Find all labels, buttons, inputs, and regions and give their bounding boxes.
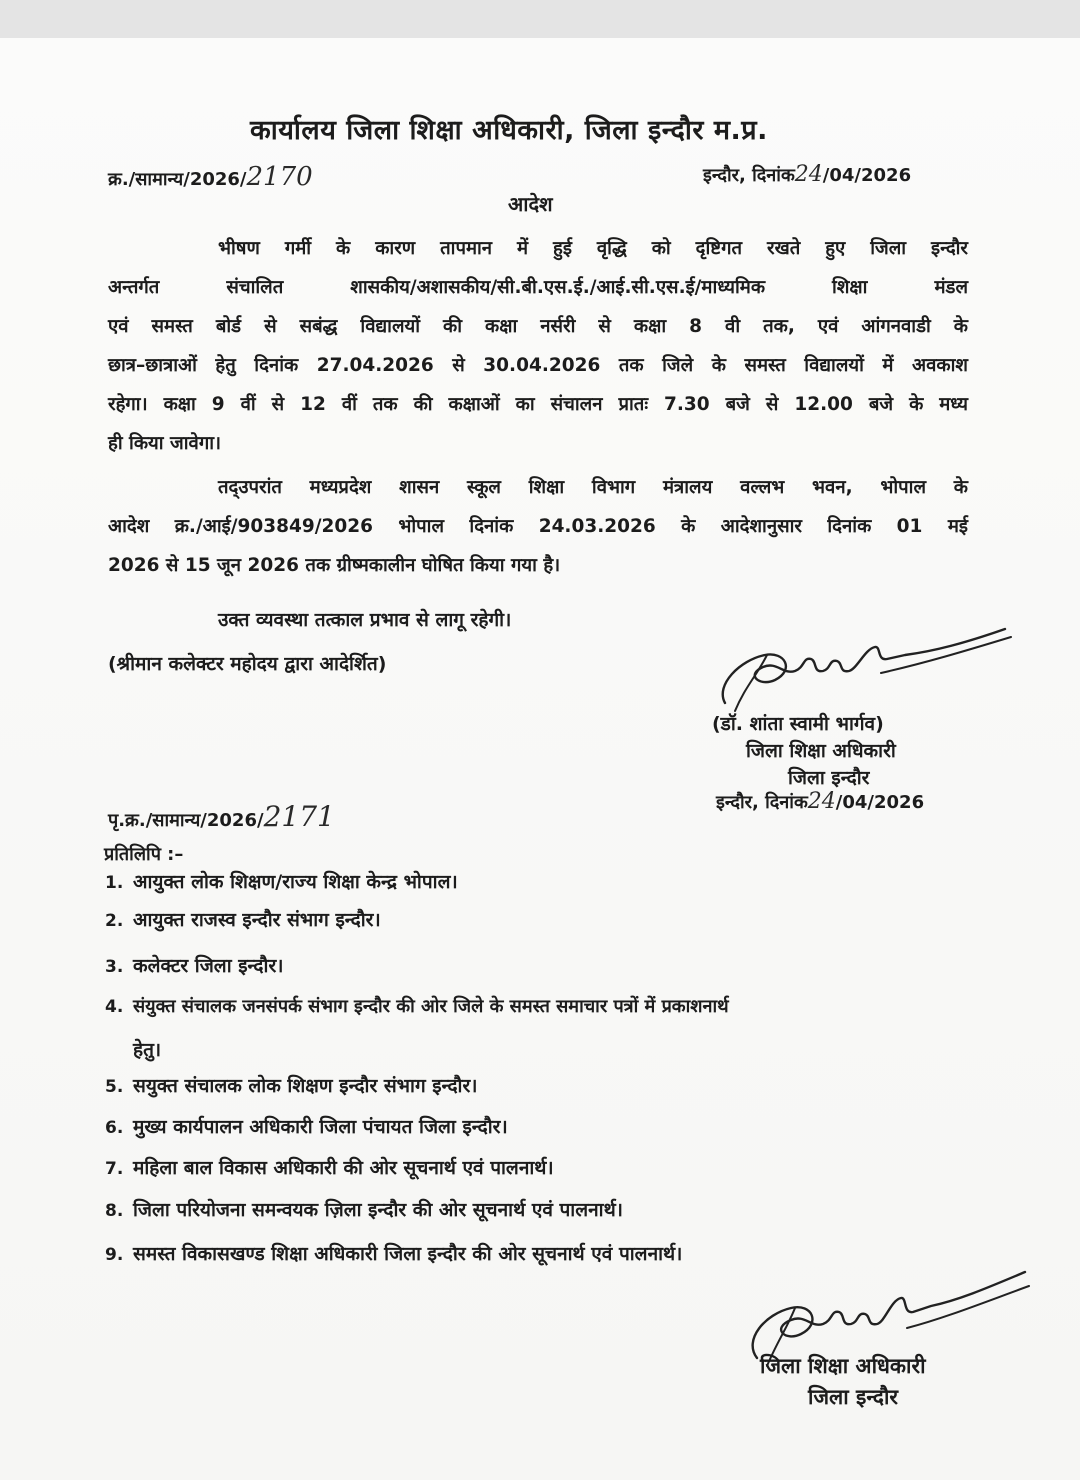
copy-list-item: 2. आयुक्त राजस्व इन्दौर संभाग इन्दौर। <box>105 909 381 931</box>
copy-list-item: हेतु। <box>133 1039 162 1061</box>
order-paragraph-2 <box>108 468 968 585</box>
copy-reference-number: 2171 <box>263 800 335 833</box>
paragraph-line: भीषण गर्मी के कारण तापमान में हुई वृद्धि को दृष्टिगत रखते हुए जिला इन्दौर <box>218 238 968 259</box>
order-date-suffix: /04/2026 <box>822 165 912 186</box>
copy-list-item: 5. सयुक्त संचालक लोक शिक्षण इन्दौर संभाग इन्दौर। <box>105 1075 478 1097</box>
officer-designation: जिला शिक्षा अधिकारी <box>746 740 896 762</box>
officer-district: जिला इन्दौर <box>788 767 870 789</box>
copy-list-item: 8. जिला परियोजना समन्वयक ज़िला इन्दौर की ओर सूचनार्थ एवं पालनार्थ। <box>105 1199 623 1221</box>
top-bar <box>0 0 1080 38</box>
office-title: कार्यालय जिला शिक्षा अधिकारी, जिला इन्दौर म.प्र. <box>250 115 768 146</box>
order-date <box>703 162 911 187</box>
copy-reference-prefix: पृ.क्र./सामान्य/2026/ <box>108 810 264 831</box>
order-date-day: 24 <box>794 162 823 187</box>
copy-list-item: 6. मुख्य कार्यपालन अधिकारी जिला पंचायत जिला इन्दौर। <box>105 1116 508 1138</box>
signature-date-suffix: /04/2026 <box>835 792 925 813</box>
paragraph-line: ही किया जावेगा। <box>108 433 222 454</box>
authority-note: (श्रीमान कलेक्टर महोदय द्वारा आदेर्शित) <box>108 653 387 675</box>
paragraph-line: छात्र–छात्राओं हेतु दिनांक 27.04.2026 से 30.04.2026 तक जिले के समस्त विद्यालयों में अवकाश <box>108 355 968 376</box>
officer-signature-image <box>705 615 1015 715</box>
order-reference <box>108 162 313 192</box>
order-paragraph-3: उक्त व्यवस्था तत्काल प्रभाव से लागू रहेगी। <box>218 609 512 631</box>
order-reference-prefix: क्र./सामान्य/2026/ <box>108 169 247 190</box>
order-date-prefix: इन्दौर, दिनांक <box>703 165 795 186</box>
paragraph-line: आदेश क्र./आई/903849/2026 भोपाल दिनांक 24.03.2026 के आदेशानुसार दिनांक 01 मई <box>108 516 968 537</box>
officer-name: (डॉ. शांता स्वामी भार्गव) <box>712 713 884 735</box>
copy-list-item: 4. संयुक्त संचालक जनसंपर्क संभाग इन्दौर की ओर जिले के समस्त समाचार पत्रों में प्रकाशनार्थ <box>105 996 729 1017</box>
copy-list-item: 3. कलेक्टर जिला इन्दौर। <box>105 955 284 977</box>
second-signature-designation: जिला शिक्षा अधिकारी <box>760 1354 926 1378</box>
order-reference-number: 2170 <box>246 162 313 192</box>
signature-date <box>716 789 924 814</box>
copy-list-item: 9. समस्त विकासखण्ड शिक्षा अधिकारी जिला इन्दौर की ओर सूचनार्थ एवं पालनार्थ। <box>105 1243 683 1265</box>
copy-list-item: 1. आयुक्त लोक शिक्षण/राज्य शिक्षा केन्द्र भोपाल। <box>105 871 458 893</box>
copy-heading: प्रतिलिपि :– <box>104 844 184 865</box>
order-paragraph-1 <box>108 229 968 463</box>
second-signature-district: जिला इन्दौर <box>808 1385 898 1409</box>
paragraph-line: एवं समस्त बोर्ड से सबंद्ध विद्यालयों की कक्षा नर्सरी से कक्षा 8 वी तक, एवं आंगनवाडी के <box>108 316 968 337</box>
paragraph-line: रहेगा। कक्षा 9 वीं से 12 वीं तक की कक्षाओं का संचालन प्रातः 7.30 बजे से 12.00 बजे के मध्य <box>108 394 968 415</box>
signature-date-prefix: इन्दौर, दिनांक <box>716 792 808 813</box>
order-heading: आदेश <box>508 192 553 216</box>
paragraph-line: 2026 से 15 जून 2026 तक ग्रीष्मकालीन घोषित किया गया है। <box>108 555 561 576</box>
paragraph-line: अन्तर्गत संचालित शासकीय/अशासकीय/सी.बी.एस.ई./आई.सी.एस.ई/माध्यमिक शिक्षा मंडल <box>108 277 968 298</box>
paragraph-line: तद्उपरांत मध्यप्रदेश शासन स्कूल शिक्षा विभाग मंत्रालय वल्लभ भवन, भोपाल के <box>218 477 968 498</box>
copy-list-item: 7. महिला बाल विकास अधिकारी की ओर सूचनार्थ एवं पालनार्थ। <box>105 1157 554 1179</box>
signature-date-day: 24 <box>807 789 836 814</box>
copy-reference <box>108 800 335 833</box>
